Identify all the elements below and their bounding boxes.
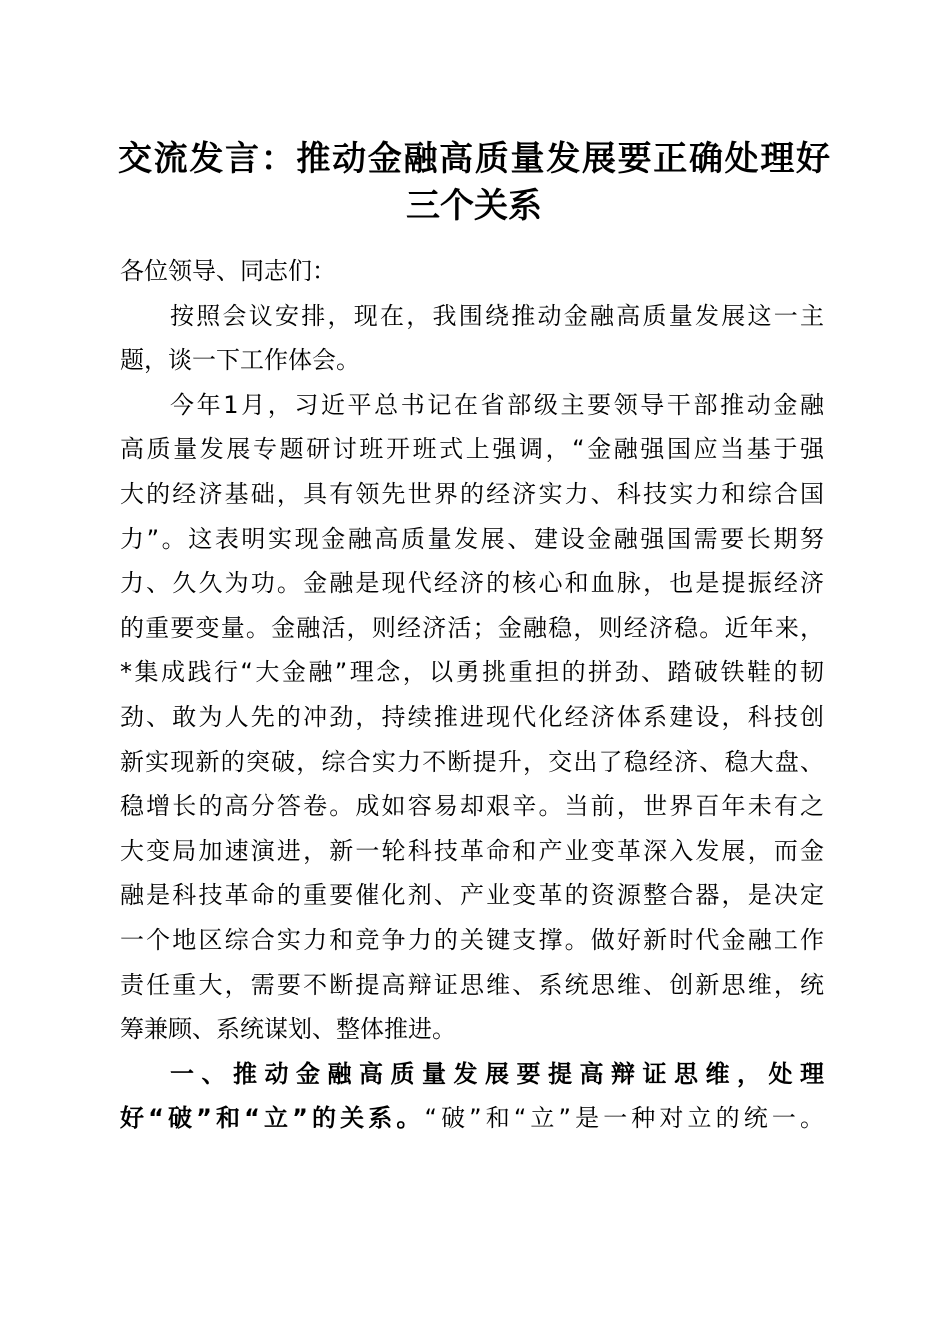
text-line: 题，谈一下工作体会。 [120, 346, 360, 375]
text-line: 稳增长的高分答卷。成如容易却艰辛。当前，世界百年未有之 [120, 792, 824, 821]
text-line: 各位领导、同志们： [120, 257, 336, 285]
text-line [120, 1096, 824, 1141]
document-body [120, 249, 824, 1141]
section-heading-text: 好“破”和“立”的关系。 [120, 1104, 425, 1133]
text-line: 劲、敢为人先的冲劲，持续推进现代化经济体系建设，科技创 [120, 702, 824, 731]
text-line: 新实现新的突破，综合实力不断提升，交出了稳经济、稳大盘、 [120, 747, 824, 776]
text-line: 一个地区综合实力和竞争力的关键支撑。做好新时代金融工作 [120, 925, 824, 954]
text-line: 融是科技革命的重要催化剂、产业变革的资源整合器，是决定 [120, 881, 824, 910]
text-line: 责任重大，需要不断提高辩证思维、系统思维、创新思维，统 [120, 970, 824, 999]
text-line: 大变局加速演进，新一轮科技革命和产业变革深入发展，而金 [120, 836, 824, 865]
text-line: 大的经济基础，具有领先世界的经济实力、科技实力和综合国 [120, 479, 824, 508]
text-line: 今年1月，习近平总书记在省部级主要领导干部推动金融 [170, 390, 824, 419]
text-line: 力”。这表明实现金融高质量发展、建设金融强国需要长期努 [120, 524, 824, 553]
document-title-line-1: 交流发言：推动金融高质量发展要正确处理好 [118, 139, 830, 179]
text-line: 的重要变量。金融活，则经济活；金融稳，则经济稳。近年来， [120, 613, 824, 642]
text-line: *集成践行“大金融”理念，以勇挑重担的拼劲、踏破铁鞋的韧 [120, 658, 824, 687]
text-line: 一、推动金融高质量发展要提高辩证思维，处理 [170, 1059, 824, 1088]
text-line: 按照会议安排，现在，我围绕推动金融高质量发展这一主 [170, 301, 824, 330]
text-line: 筹兼顾、系统谋划、整体推进。 [120, 1015, 456, 1044]
text-line: 高质量发展专题研讨班开班式上强调，“金融强国应当基于强 [120, 435, 824, 464]
document-title-line-2: 三个关系 [406, 186, 542, 226]
text-line: 力、久久为功。金融是现代经济的核心和血脉，也是提振经济 [120, 569, 824, 598]
body-text: “破”和“立”是一种对立的统一。 [424, 1104, 825, 1133]
